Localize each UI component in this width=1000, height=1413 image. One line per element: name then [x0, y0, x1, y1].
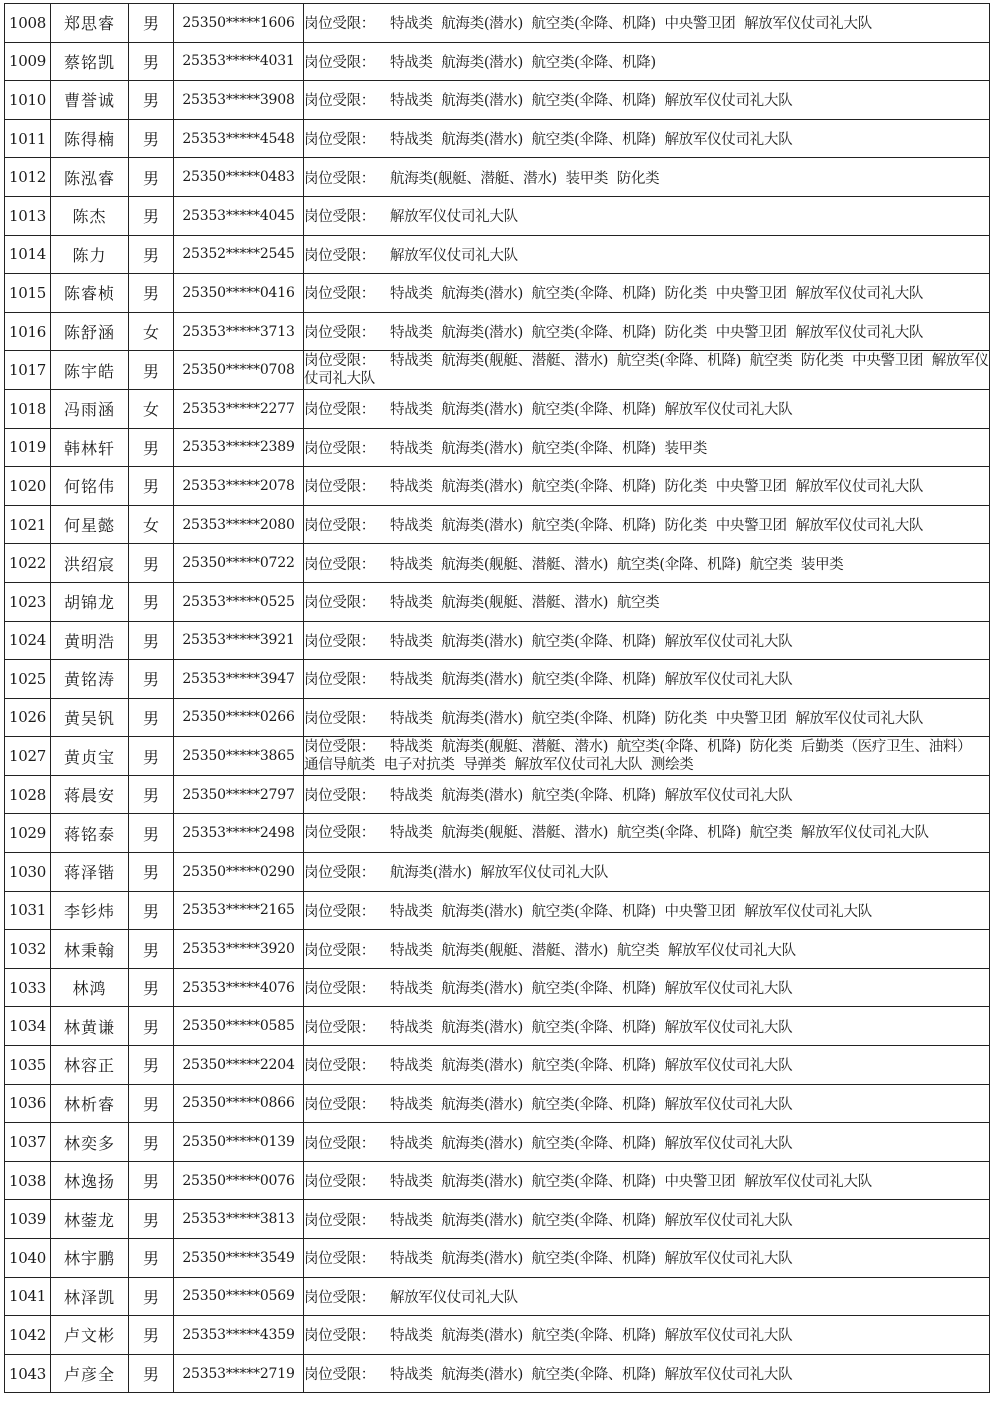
restriction-value: 解放军仪仗司礼大队 — [390, 247, 518, 264]
gender-cell: 男 — [129, 1046, 174, 1085]
restriction-cell — [304, 775, 990, 814]
table-row — [5, 621, 990, 660]
serial-number-cell: 1018 — [5, 389, 51, 428]
table-row — [5, 196, 990, 235]
restriction-cell — [304, 4, 990, 43]
id-number-cell: 25353*****3713 — [174, 312, 304, 351]
restriction-cell — [304, 1277, 990, 1316]
id-number-cell: 25353*****3908 — [174, 81, 304, 120]
gender-cell: 男 — [129, 698, 174, 737]
table-row — [5, 119, 990, 158]
name-cell: 黄铭涛 — [51, 660, 129, 699]
restriction-cell — [304, 621, 990, 660]
gender-cell: 男 — [129, 775, 174, 814]
id-number-cell: 25350*****2797 — [174, 775, 304, 814]
serial-number-cell: 1041 — [5, 1277, 51, 1316]
serial-number-cell: 1020 — [5, 467, 51, 506]
table-row — [5, 891, 990, 930]
id-number-cell: 25353*****3813 — [174, 1200, 304, 1239]
name-cell: 陈宇皓 — [51, 351, 129, 390]
id-number-cell: 25353*****4548 — [174, 119, 304, 158]
restriction-cell — [304, 196, 990, 235]
id-number-cell: 25350*****2204 — [174, 1046, 304, 1085]
id-number-cell: 25350*****0139 — [174, 1123, 304, 1162]
name-cell: 黄贞宝 — [51, 737, 129, 776]
serial-number-cell: 1028 — [5, 775, 51, 814]
table-row — [5, 312, 990, 351]
restriction-value: 特战类 航海类(潜水) 航空类(伞降、机降) 中央警卫团 解放军仪仗司礼大队 — [390, 1174, 872, 1191]
name-cell: 蒋泽锴 — [51, 853, 129, 892]
name-cell: 林宇鹏 — [51, 1239, 129, 1278]
serial-number-cell: 1021 — [5, 505, 51, 544]
table-row — [5, 814, 990, 853]
restriction-cell — [304, 505, 990, 544]
restriction-value: 特战类 航海类(舰艇、潜艇、潜水) 航空类(伞降、机降) 航空类 防化类 中央警卫团 解放军仪仗司礼大队 — [304, 353, 989, 388]
serial-number-cell: 1030 — [5, 853, 51, 892]
id-number-cell: 25353*****4359 — [174, 1316, 304, 1355]
id-number-cell: 25353*****2389 — [174, 428, 304, 467]
serial-number-cell: 1027 — [5, 737, 51, 776]
gender-cell: 男 — [129, 274, 174, 313]
restriction-label: 岗位受限： — [304, 247, 375, 264]
gender-cell: 男 — [129, 1123, 174, 1162]
serial-number-cell: 1033 — [5, 968, 51, 1007]
name-cell: 洪绍宸 — [51, 544, 129, 583]
restriction-label: 岗位受限： — [304, 788, 375, 805]
gender-cell: 男 — [129, 1161, 174, 1200]
restriction-value: 特战类 航海类(舰艇、潜艇、潜水) 航空类(伞降、机降) 航空类 装甲类 — [390, 556, 844, 573]
name-cell: 黄明浩 — [51, 621, 129, 660]
restriction-value: 特战类 航海类(潜水) 航空类(伞降、机降) 解放军仪仗司礼大队 — [390, 1019, 793, 1036]
gender-cell: 男 — [129, 235, 174, 274]
restriction-cell — [304, 351, 990, 390]
restriction-cell — [304, 119, 990, 158]
id-number-cell: 25350*****1606 — [174, 4, 304, 43]
restriction-label: 岗位受限： — [304, 170, 375, 187]
restriction-cell — [304, 891, 990, 930]
name-cell: 蔡铭凯 — [51, 42, 129, 81]
roster-body — [5, 4, 990, 1393]
name-cell: 蒋铭泰 — [51, 814, 129, 853]
gender-cell: 男 — [129, 428, 174, 467]
table-row — [5, 968, 990, 1007]
name-cell: 曹誉诚 — [51, 81, 129, 120]
table-row — [5, 428, 990, 467]
gender-cell: 男 — [129, 1007, 174, 1046]
name-cell: 陈得楠 — [51, 119, 129, 158]
restriction-label: 岗位受限： — [304, 1289, 375, 1306]
restriction-label: 岗位受限： — [304, 739, 375, 756]
restriction-label: 岗位受限： — [304, 54, 375, 71]
gender-cell: 男 — [129, 737, 174, 776]
restriction-value: 特战类 航海类(潜水) 航空类(伞降、机降) 解放军仪仗司礼大队 — [390, 672, 793, 689]
table-row — [5, 274, 990, 313]
table-row — [5, 351, 990, 390]
restriction-value: 特战类 航海类(潜水) 航空类(伞降、机降) 解放军仪仗司礼大队 — [390, 981, 793, 998]
restriction-value: 特战类 航海类(潜水) 航空类(伞降、机降) 解放军仪仗司礼大队 — [390, 1212, 793, 1229]
gender-cell: 男 — [129, 1316, 174, 1355]
restriction-label: 岗位受限： — [304, 518, 375, 535]
restriction-label: 岗位受限： — [304, 1251, 375, 1268]
restriction-label: 岗位受限： — [304, 16, 375, 33]
serial-number-cell: 1026 — [5, 698, 51, 737]
table-row — [5, 81, 990, 120]
restriction-cell — [304, 389, 990, 428]
roster-table — [4, 3, 990, 1393]
id-number-cell: 25350*****0866 — [174, 1084, 304, 1123]
serial-number-cell: 1010 — [5, 81, 51, 120]
restriction-cell — [304, 1239, 990, 1278]
gender-cell: 女 — [129, 312, 174, 351]
table-row — [5, 1239, 990, 1278]
restriction-cell — [304, 235, 990, 274]
restriction-value: 解放军仪仗司礼大队 — [390, 1289, 518, 1306]
name-cell: 李钐炜 — [51, 891, 129, 930]
name-cell: 林秉翰 — [51, 930, 129, 969]
name-cell: 陈力 — [51, 235, 129, 274]
restriction-value: 航海类(潜水) 解放军仪仗司礼大队 — [390, 865, 609, 882]
serial-number-cell: 1040 — [5, 1239, 51, 1278]
restriction-label: 岗位受限： — [304, 865, 375, 882]
serial-number-cell: 1029 — [5, 814, 51, 853]
restriction-value: 特战类 航海类(潜水) 航空类(伞降、机降) 防化类 中央警卫团 解放军仪仗司礼大队 — [390, 518, 924, 535]
table-row — [5, 1316, 990, 1355]
gender-cell: 男 — [129, 42, 174, 81]
id-number-cell: 25353*****2277 — [174, 389, 304, 428]
serial-number-cell: 1036 — [5, 1084, 51, 1123]
name-cell: 林黄谦 — [51, 1007, 129, 1046]
gender-cell: 男 — [129, 81, 174, 120]
name-cell: 胡锦龙 — [51, 582, 129, 621]
restriction-label: 岗位受限： — [304, 942, 375, 959]
restriction-cell — [304, 660, 990, 699]
restriction-cell — [304, 1161, 990, 1200]
table-row — [5, 1123, 990, 1162]
gender-cell: 男 — [129, 196, 174, 235]
name-cell: 蒋晨安 — [51, 775, 129, 814]
id-number-cell: 25353*****2080 — [174, 505, 304, 544]
table-row — [5, 930, 990, 969]
table-row — [5, 582, 990, 621]
restriction-label: 岗位受限： — [304, 1135, 375, 1152]
id-number-cell: 25353*****3920 — [174, 930, 304, 969]
id-number-cell: 25350*****0416 — [174, 274, 304, 313]
restriction-cell — [304, 81, 990, 120]
table-row — [5, 853, 990, 892]
name-cell: 林析睿 — [51, 1084, 129, 1123]
gender-cell: 男 — [129, 891, 174, 930]
restriction-value: 解放军仪仗司礼大队 — [390, 209, 518, 226]
restriction-value: 特战类 航海类(潜水) 航空类(伞降、机降) 装甲类 — [390, 440, 708, 457]
id-number-cell: 25350*****0585 — [174, 1007, 304, 1046]
restriction-value: 特战类 航海类(潜水) 航空类(伞降、机降) 防化类 中央警卫团 解放军仪仗司礼大队 — [390, 479, 924, 496]
serial-number-cell: 1022 — [5, 544, 51, 583]
gender-cell: 男 — [129, 1354, 174, 1393]
restriction-label: 岗位受限： — [304, 1212, 375, 1229]
table-row — [5, 1200, 990, 1239]
gender-cell: 男 — [129, 660, 174, 699]
restriction-value: 特战类 航海类(潜水) 航空类(伞降、机降) — [390, 54, 656, 71]
serial-number-cell: 1016 — [5, 312, 51, 351]
serial-number-cell: 1032 — [5, 930, 51, 969]
table-row — [5, 389, 990, 428]
restriction-label: 岗位受限： — [304, 1058, 375, 1075]
name-cell: 何星懿 — [51, 505, 129, 544]
restriction-label: 岗位受限： — [304, 556, 375, 573]
restriction-value: 特战类 航海类(潜水) 航空类(伞降、机降) 解放军仪仗司礼大队 — [390, 402, 793, 419]
table-row — [5, 544, 990, 583]
name-cell: 林鸿 — [51, 968, 129, 1007]
serial-number-cell: 1011 — [5, 119, 51, 158]
table-row — [5, 4, 990, 43]
restriction-value: 特战类 航海类(舰艇、潜艇、潜水) 航空类(伞降、机降) 航空类 解放军仪仗司礼大队 — [390, 825, 929, 842]
gender-cell: 男 — [129, 582, 174, 621]
id-number-cell: 25350*****0076 — [174, 1161, 304, 1200]
table-row — [5, 158, 990, 197]
restriction-label: 岗位受限： — [304, 353, 375, 370]
name-cell: 林泽凯 — [51, 1277, 129, 1316]
table-row — [5, 1046, 990, 1085]
serial-number-cell: 1039 — [5, 1200, 51, 1239]
serial-number-cell: 1023 — [5, 582, 51, 621]
restriction-cell — [304, 544, 990, 583]
restriction-label: 岗位受限： — [304, 1367, 375, 1384]
restriction-cell — [304, 1200, 990, 1239]
name-cell: 卢彦全 — [51, 1354, 129, 1393]
id-number-cell: 25350*****3549 — [174, 1239, 304, 1278]
id-number-cell: 25350*****0266 — [174, 698, 304, 737]
restriction-value: 特战类 航海类(潜水) 航空类(伞降、机降) 解放军仪仗司礼大队 — [390, 1367, 793, 1384]
id-number-cell: 25352*****2545 — [174, 235, 304, 274]
table-row — [5, 467, 990, 506]
restriction-value: 特战类 航海类(潜水) 航空类(伞降、机降) 解放军仪仗司礼大队 — [390, 93, 793, 110]
id-number-cell: 25350*****0708 — [174, 351, 304, 390]
restriction-cell — [304, 42, 990, 81]
restriction-value: 特战类 航海类(潜水) 航空类(伞降、机降) 解放军仪仗司礼大队 — [390, 788, 793, 805]
restriction-value: 特战类 航海类(舰艇、潜艇、潜水) 航空类(伞降、机降) 防化类 后勤类（医疗卫生、油料） 通信导航类 电子对抗类 导弹类 解放军仪仗司礼大队 测绘类 — [304, 739, 980, 774]
table-row — [5, 1277, 990, 1316]
id-number-cell: 25353*****4045 — [174, 196, 304, 235]
table-row — [5, 1084, 990, 1123]
restriction-label: 岗位受限： — [304, 595, 375, 612]
table-row — [5, 1007, 990, 1046]
id-number-cell: 25353*****3947 — [174, 660, 304, 699]
gender-cell: 男 — [129, 1239, 174, 1278]
table-row — [5, 1161, 990, 1200]
table-row — [5, 42, 990, 81]
restriction-label: 岗位受限： — [304, 1019, 375, 1036]
restriction-cell — [304, 1123, 990, 1162]
restriction-label: 岗位受限： — [304, 1328, 375, 1345]
restriction-label: 岗位受限： — [304, 981, 375, 998]
id-number-cell: 25353*****2719 — [174, 1354, 304, 1393]
id-number-cell: 25350*****3865 — [174, 737, 304, 776]
restriction-label: 岗位受限： — [304, 402, 375, 419]
restriction-cell — [304, 1354, 990, 1393]
gender-cell: 男 — [129, 853, 174, 892]
gender-cell: 男 — [129, 544, 174, 583]
serial-number-cell: 1031 — [5, 891, 51, 930]
gender-cell: 男 — [129, 158, 174, 197]
table-row — [5, 235, 990, 274]
restriction-value: 特战类 航海类(潜水) 航空类(伞降、机降) 解放军仪仗司礼大队 — [390, 1328, 793, 1345]
restriction-cell — [304, 698, 990, 737]
name-cell: 黄吴钒 — [51, 698, 129, 737]
serial-number-cell: 1038 — [5, 1161, 51, 1200]
serial-number-cell: 1013 — [5, 196, 51, 235]
restriction-label: 岗位受限： — [304, 286, 375, 303]
id-number-cell: 25353*****4031 — [174, 42, 304, 81]
serial-number-cell: 1042 — [5, 1316, 51, 1355]
restriction-value: 特战类 航海类(舰艇、潜艇、潜水) 航空类 解放军仪仗司礼大队 — [390, 942, 796, 959]
restriction-cell — [304, 1007, 990, 1046]
restriction-value: 特战类 航海类(潜水) 航空类(伞降、机降) 解放军仪仗司礼大队 — [390, 1096, 793, 1113]
gender-cell: 男 — [129, 930, 174, 969]
gender-cell: 男 — [129, 1277, 174, 1316]
name-cell: 林奕多 — [51, 1123, 129, 1162]
name-cell: 冯雨涵 — [51, 389, 129, 428]
restriction-cell — [304, 737, 990, 776]
table-row — [5, 505, 990, 544]
restriction-label: 岗位受限： — [304, 672, 375, 689]
restriction-value: 特战类 航海类(潜水) 航空类(伞降、机降) 防化类 中央警卫团 解放军仪仗司礼大队 — [390, 710, 924, 727]
serial-number-cell: 1037 — [5, 1123, 51, 1162]
gender-cell: 男 — [129, 119, 174, 158]
serial-number-cell: 1012 — [5, 158, 51, 197]
restriction-label: 岗位受限： — [304, 325, 375, 342]
serial-number-cell: 1008 — [5, 4, 51, 43]
id-number-cell: 25353*****3921 — [174, 621, 304, 660]
restriction-value: 航海类(舰艇、潜艇、潜水) 装甲类 防化类 — [390, 170, 660, 187]
restriction-cell — [304, 428, 990, 467]
restriction-cell — [304, 968, 990, 1007]
id-number-cell: 25353*****2078 — [174, 467, 304, 506]
name-cell: 陈睿桢 — [51, 274, 129, 313]
restriction-value: 特战类 航海类(潜水) 航空类(伞降、机降) 防化类 中央警卫团 解放军仪仗司礼大队 — [390, 286, 924, 303]
serial-number-cell: 1017 — [5, 351, 51, 390]
restriction-value: 特战类 航海类(潜水) 航空类(伞降、机降) 解放军仪仗司礼大队 — [390, 1058, 793, 1075]
id-number-cell: 25350*****0290 — [174, 853, 304, 892]
id-number-cell: 25350*****0722 — [174, 544, 304, 583]
serial-number-cell: 1034 — [5, 1007, 51, 1046]
restriction-cell — [304, 930, 990, 969]
restriction-cell — [304, 274, 990, 313]
id-number-cell: 25353*****2165 — [174, 891, 304, 930]
serial-number-cell: 1015 — [5, 274, 51, 313]
gender-cell: 男 — [129, 351, 174, 390]
restriction-label: 岗位受限： — [304, 479, 375, 496]
name-cell: 林容正 — [51, 1046, 129, 1085]
gender-cell: 女 — [129, 389, 174, 428]
restriction-value: 特战类 航海类(潜水) 航空类(伞降、机降) 解放军仪仗司礼大队 — [390, 1135, 793, 1152]
name-cell: 何铭伟 — [51, 467, 129, 506]
gender-cell: 男 — [129, 814, 174, 853]
gender-cell: 女 — [129, 505, 174, 544]
restriction-cell — [304, 1084, 990, 1123]
gender-cell: 男 — [129, 467, 174, 506]
restriction-label: 岗位受限： — [304, 633, 375, 650]
serial-number-cell: 1024 — [5, 621, 51, 660]
restriction-label: 岗位受限： — [304, 209, 375, 226]
restriction-value: 特战类 航海类(潜水) 航空类(伞降、机降) 解放军仪仗司礼大队 — [390, 1251, 793, 1268]
serial-number-cell: 1009 — [5, 42, 51, 81]
id-number-cell: 25353*****0525 — [174, 582, 304, 621]
serial-number-cell: 1014 — [5, 235, 51, 274]
restriction-label: 岗位受限： — [304, 903, 375, 920]
table-row — [5, 1354, 990, 1393]
name-cell: 林蓥龙 — [51, 1200, 129, 1239]
restriction-label: 岗位受限： — [304, 440, 375, 457]
serial-number-cell: 1043 — [5, 1354, 51, 1393]
gender-cell: 男 — [129, 968, 174, 1007]
restriction-cell — [304, 1316, 990, 1355]
restriction-cell — [304, 1046, 990, 1085]
restriction-cell — [304, 312, 990, 351]
restriction-label: 岗位受限： — [304, 1174, 375, 1191]
serial-number-cell: 1019 — [5, 428, 51, 467]
restriction-value: 特战类 航海类(潜水) 航空类(伞降、机降) 中央警卫团 解放军仪仗司礼大队 — [390, 903, 872, 920]
gender-cell: 男 — [129, 4, 174, 43]
name-cell: 林逸扬 — [51, 1161, 129, 1200]
restriction-value: 特战类 航海类(潜水) 航空类(伞降、机降) 解放军仪仗司礼大队 — [390, 132, 793, 149]
restriction-label: 岗位受限： — [304, 710, 375, 727]
restriction-cell — [304, 467, 990, 506]
id-number-cell: 25350*****0483 — [174, 158, 304, 197]
name-cell: 陈舒涵 — [51, 312, 129, 351]
table-row — [5, 660, 990, 699]
restriction-label: 岗位受限： — [304, 1096, 375, 1113]
table-row — [5, 737, 990, 776]
serial-number-cell: 1035 — [5, 1046, 51, 1085]
restriction-value: 特战类 航海类(舰艇、潜艇、潜水) 航空类 — [390, 595, 660, 612]
id-number-cell: 25353*****4076 — [174, 968, 304, 1007]
id-number-cell: 25353*****2498 — [174, 814, 304, 853]
name-cell: 陈泓睿 — [51, 158, 129, 197]
id-number-cell: 25350*****0569 — [174, 1277, 304, 1316]
name-cell: 郑思睿 — [51, 4, 129, 43]
table-row — [5, 775, 990, 814]
name-cell: 韩林轩 — [51, 428, 129, 467]
restriction-value: 特战类 航海类(潜水) 航空类(伞降、机降) 防化类 中央警卫团 解放军仪仗司礼大队 — [390, 325, 924, 342]
restriction-cell — [304, 814, 990, 853]
restriction-value: 特战类 航海类(潜水) 航空类(伞降、机降) 解放军仪仗司礼大队 — [390, 633, 793, 650]
restriction-cell — [304, 158, 990, 197]
name-cell: 卢文彬 — [51, 1316, 129, 1355]
gender-cell: 男 — [129, 621, 174, 660]
restriction-cell — [304, 582, 990, 621]
gender-cell: 男 — [129, 1084, 174, 1123]
restriction-cell — [304, 853, 990, 892]
restriction-label: 岗位受限： — [304, 825, 375, 842]
table-row — [5, 698, 990, 737]
restriction-label: 岗位受限： — [304, 132, 375, 149]
gender-cell: 男 — [129, 1200, 174, 1239]
serial-number-cell: 1025 — [5, 660, 51, 699]
restriction-label: 岗位受限： — [304, 93, 375, 110]
restriction-value: 特战类 航海类(潜水) 航空类(伞降、机降) 中央警卫团 解放军仪仗司礼大队 — [390, 16, 872, 33]
name-cell: 陈杰 — [51, 196, 129, 235]
